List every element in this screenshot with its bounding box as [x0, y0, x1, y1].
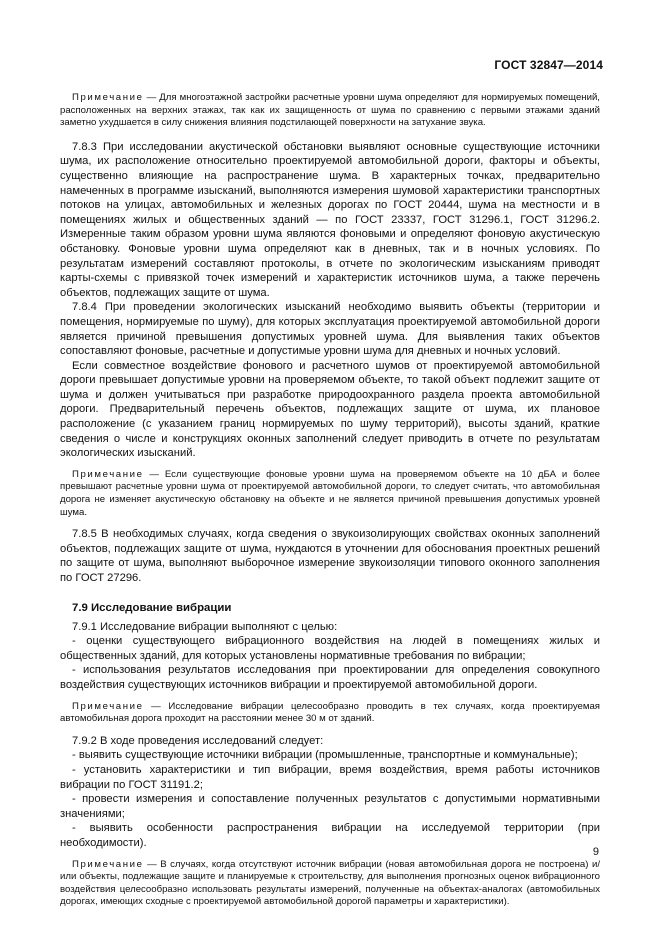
note-label: Примечание: [72, 468, 144, 480]
note-paragraph: [60, 92, 600, 130]
note-dash: —: [143, 92, 160, 103]
paragraph-7-8-4: 7.8.4 При проведении экологических изысканий необходимо выявить объекты (территории и помещения, нормируемые по шуму), для которых эксплуатация проектируемой автомобильной дороги является причиной превышения допустимых уровней шума. Для выявления таких объектов сопоставляют фоновые, расчетные и допустимые уровни шума для дневных и ночных условий.: [60, 301, 600, 358]
list-item: - установить характеристики и тип вибрации, время воздействия, время работы источников вибрации по ГОСТ 31191.2;: [60, 763, 600, 791]
list-item: - оценки существующего вибрационного воздействия на людей в помещениях жилых и общественных зданий, для которых установлены нормативные требования по вибрации;: [60, 635, 600, 662]
note-dash: —: [143, 858, 161, 870]
paragraph-7-8-3: 7.8.3 При исследовании акустической обстановки выявляют основные существующие источники шума, их расположение относительно проектируемой автомобильной дороги, факторы и объекты, существенно влияющие на распространение шума. В характерных точках, предварительно намеченных в программе изысканий, выполняются измерения шумовой характеристики транспортных потоков на улицах, автомобильных и железных дорогах по ГОСТ 20444, шума на местности и в помещениях жилых и общественных зданий — по ГОСТ 23337, ГОСТ 31296.1, ГОСТ 31296.2. Измеренные таким образом уровни шума являются фоновыми и определяют фоновую акустическую обстановку. Фоновые уровни шума определяют как в дневных, так и в ночных условиях. По результатам измерений составляют протоколы, в отчете по экологическим изысканиям приводят карты-схемы с привязкой точек измерений и характеристик источников шума, а также перечень объектов, подлежащих защите от шума.: [60, 140, 600, 299]
list-item: - провести измерения и сопоставление полученных результатов с допустимыми нормативными значениями;: [60, 793, 600, 820]
paragraph-7-8-4-continued: Если совместное воздействие фонового и расчетного шумов от проектируемой автомобильной дороги превышает допустимые уровни на проверяемом объекте, то такой объект подлежит защите от шума и должен учитываться при разработке природоохранного раздела проекта автомобильной дороги. Предварительный перечень объектов, подлежащих защите от шума, их плановое расположение (с указанием границ нормируемых по шуму территорий), высоты зданий, краткие сведения о числе и конструкциях оконных заполнений следует приводить в отчете по результатам экологических изысканий.: [60, 359, 600, 460]
note-text: В случаях, когда отсутствуют источник вибрации (новая автомобильная дорога не построена) и/или объекты, подлежащие защите и планируемые к строительству, для выполнения прогнозных оценок вибрационного воздействия целесообразно использовать результаты измерений, полученные на объектах-аналогах (автомобильных дорогах, имеющих сходные с проектируемой автомобильной дорогой параметры и характеристики).: [60, 858, 600, 908]
paragraph-7-9-1: 7.9.1 Исследование вибрации выполняют с целью:: [72, 620, 338, 633]
paragraph-7-8-5: 7.8.5 В необходимых случаях, когда сведения о звукоизолирующих свойствах оконных заполнений объектов, подлежащих защите от шума, нуждаются в уточнении для обоснования проектных решений по защите от шума, выполняют выборочное измерение звукоизоляции типового оконного заполнения по ГОСТ 27296.: [60, 528, 600, 584]
note-paragraph: [60, 859, 600, 909]
note-label: Примечание: [72, 92, 144, 103]
note-dash: —: [143, 700, 169, 712]
note-paragraph: [60, 701, 600, 726]
page-number: 9: [592, 846, 599, 858]
standard-header: ГОСТ 32847—2014: [494, 58, 603, 72]
paragraph-7-9-2: 7.9.2 В ходе проведения исследований следует:: [72, 734, 324, 747]
note-paragraph: [60, 469, 600, 519]
note-text: Если существующие фоновые уровни шума на проверяемом объекте на 10 дБА и более превышают расчетные уровни шума от проектируемой автомобильной дороги, то следует считать, что автомобильная дорога не изменяет акустическую обстановку на объекте и не является причиной превышения допустимых уровней шума.: [60, 468, 600, 518]
note-label: Примечание: [72, 700, 144, 712]
list-item: - выявить существующие источники вибрации (промышленные, транспортные и коммунальные);: [72, 749, 578, 762]
section-heading-7-9: 7.9 Исследование вибрации: [72, 601, 232, 614]
list-item: - использования результатов исследования при проектировании для определения совокупного воздействия существующих источников вибрации и проектируемой автомобильной дороги.: [60, 664, 600, 691]
note-label: Примечание: [72, 858, 144, 870]
note-text: Для многоэтажной застройки расчетные уровни шума определяют для нормируемых помещений, расположенных на верхних этажах, так как их защищенность от шума по сравнению с первыми этажами зданий заметно ухудшается в силу снижения влияния подстилающей поверхности на затухание звука.: [60, 92, 600, 129]
page-content: [60, 92, 600, 909]
note-dash: —: [143, 468, 165, 480]
list-item: - выявить особенности распространения вибрации на исследуемой территории (при необходимости).: [60, 822, 600, 849]
note-text: Исследование вибрации целесообразно проводить в тех случаях, когда проектируемая автомобильная дорога проходит на расстоянии менее 30 м от зданий.: [60, 700, 600, 725]
